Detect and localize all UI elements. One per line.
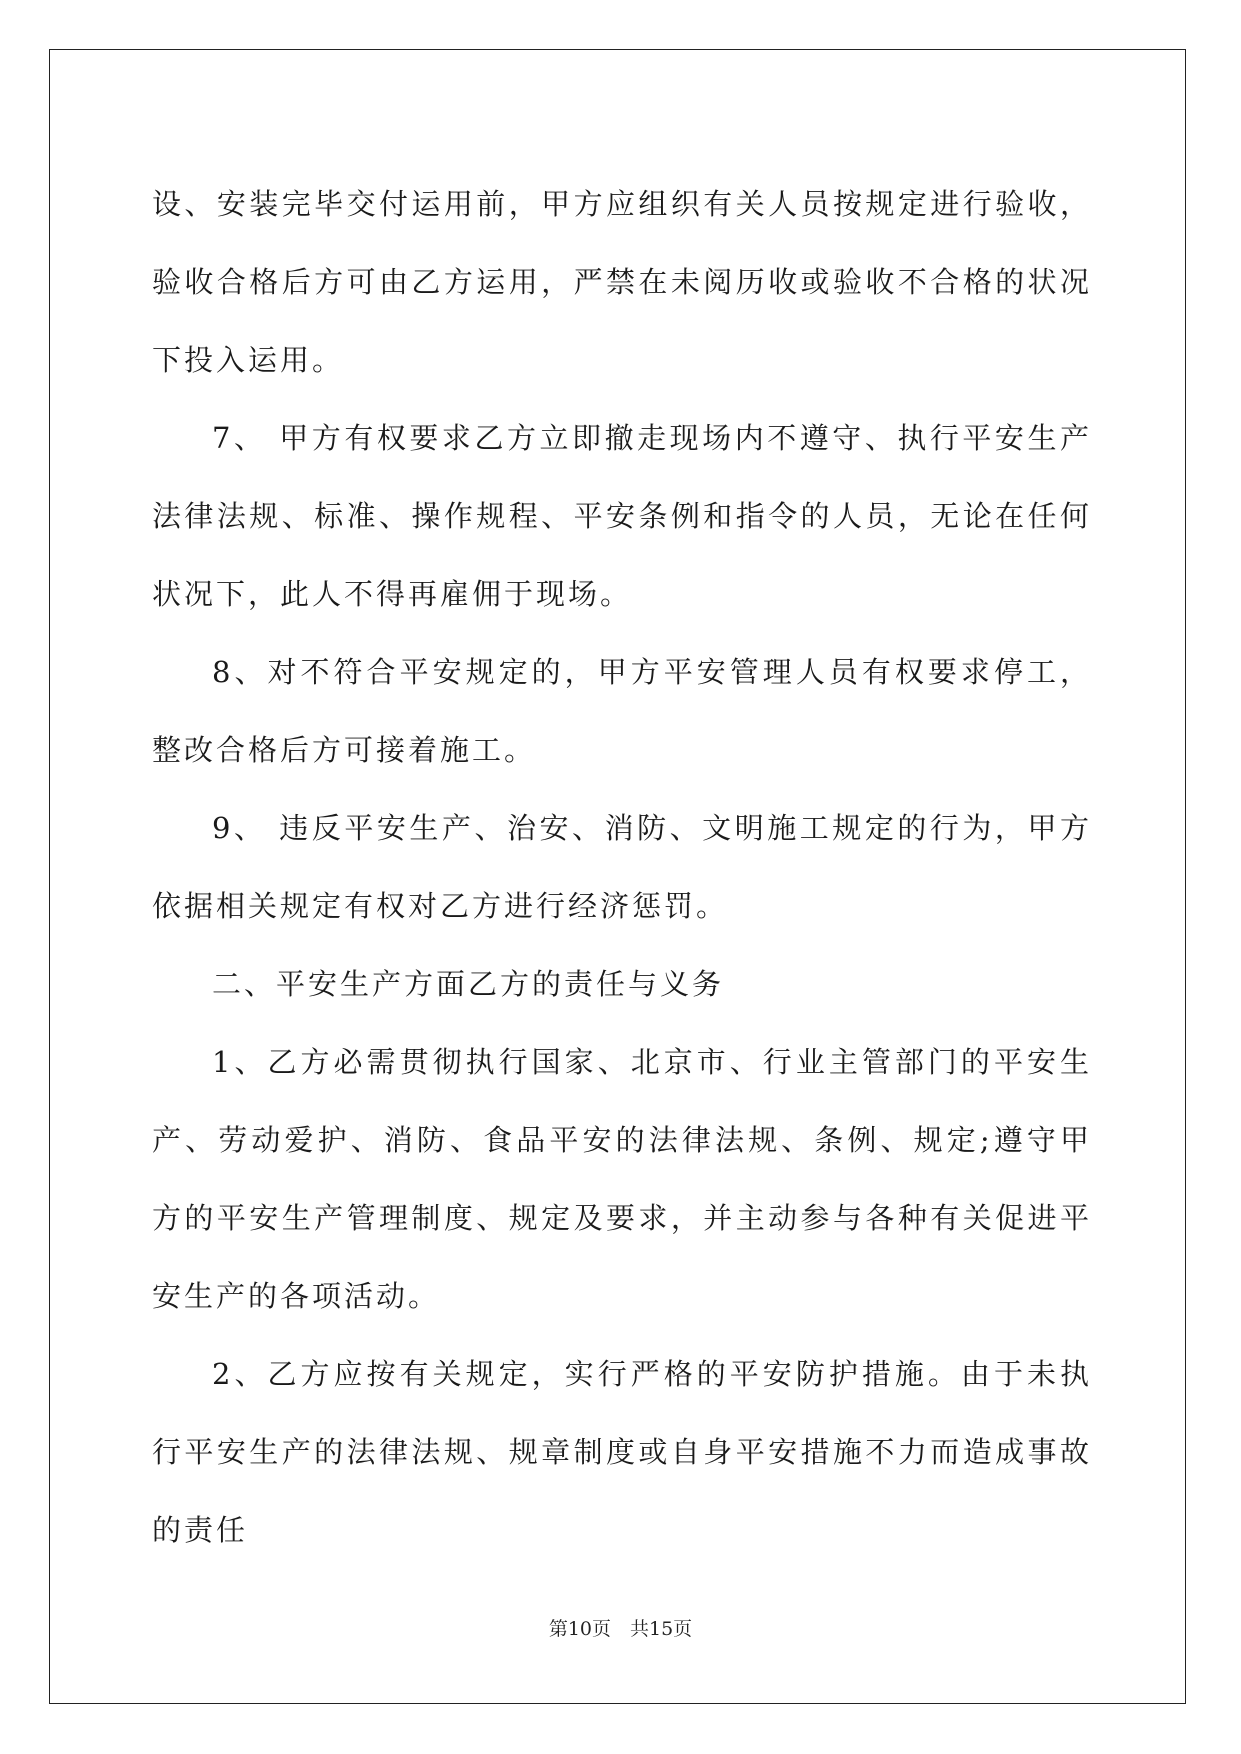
- page-number-footer: 第10页 共15页: [548, 1618, 693, 1640]
- paragraph-item-2: 2、乙方应按有关规定，实行严格的平安防护措施。由于未执行平安生产的法律法规、规章制度或自身平安措施不力而造成事故的责任: [152, 1357, 1092, 1547]
- paragraph-item-9: 9、 违反平安生产、治安、消防、文明施工规定的行为，甲方依据相关规定有权对乙方进行经济惩罚。: [152, 811, 1092, 923]
- paragraph-continuation: 设、安装完毕交付运用前，甲方应组织有关人员按规定进行验收，验收合格后方可由乙方运用，严禁在未阅历收或验收不合格的状况下投入运用。: [152, 187, 1092, 377]
- paragraph-item-8: 8、对不符合平安规定的，甲方平安管理人员有权要求停工，整改合格后方可接着施工。: [152, 655, 1092, 767]
- paragraph-item-7: 7、 甲方有权要求乙方立即撤走现场内不遵守、执行平安生产法律法规、标准、操作规程、平安条例和指令的人员，无论在任何状况下，此人不得再雇佣于现场。: [152, 421, 1092, 611]
- section-heading: 二、平安生产方面乙方的责任与义务: [212, 967, 725, 1001]
- document-body: [152, 165, 1092, 1569]
- paragraph-item-1: 1、乙方必需贯彻执行国家、北京市、行业主管部门的平安生产、劳动爱护、消防、食品平安的法律法规、条例、规定;遵守甲方的平安生产管理制度、规定及要求，并主动参与各种有关促进平安生产的各项活动。: [152, 1045, 1092, 1313]
